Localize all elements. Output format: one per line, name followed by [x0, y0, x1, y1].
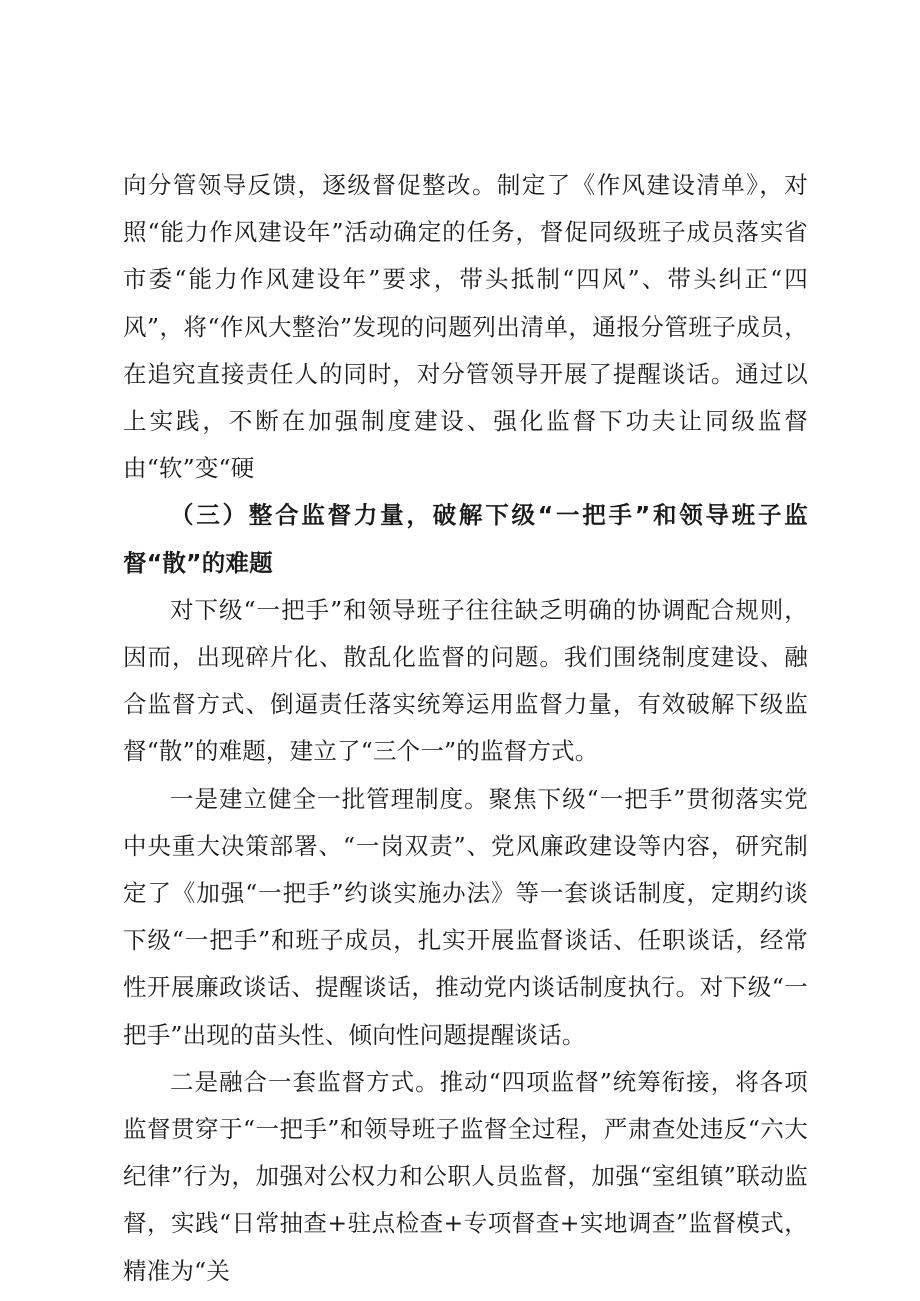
document-body: [123, 162, 808, 1295]
paragraph-point-1: 一是建立健全一批管理制度。聚焦下级“一把手”贯彻落实党中央重大决策部署、“一岗双责”、党风廉政建设等内容，研究制定了《加强“一把手”约谈实施办法》等一套谈话制度，定期约谈下级“一把手”和班子成员，扎实开展监督谈话、任职谈话，经常性开展廉政谈话、提醒谈话，推动党内谈话制度执行。对下级“一把手”出现的苗头性、倾向性问题提醒谈话。: [123, 784, 808, 1049]
paragraph-intro: 对下级“一把手”和领导班子往往缺乏明确的协调配合规则，因而，出现碎片化、散乱化监督的问题。我们围绕制度建设、融合监督方式、倒逼责任落实统筹运用监督力量，有效破解下级监督“散”的难题，建立了“三个一”的监督方式。: [123, 595, 808, 766]
section-heading-3: （三）整合监督力量，破解下级“一把手”和领导班子监督“散”的难题: [123, 501, 808, 577]
paragraph-point-2: 二是融合一套监督方式。推动“四项监督”统筹衔接，将各项监督贯穿于“一把手”和领导班子监督全过程，严肃查处违反“六大纪律”行为，加强对公权力和公职人员监督，加强“室组镇”联动监督，实践“日常抽查+驻点检查+专项督查+实地调查”监督模式，精准为“关: [123, 1067, 808, 1285]
paragraph-continuation: 向分管领导反馈，逐级督促整改。制定了《作风建设清单》，对照“能力作风建设年”活动确定的任务，督促同级班子成员落实省市委“能力作风建设年”要求，带头抵制“四风”、带头纠正“四风”，将“作风大整治”发现的问题列出清单，通报分管班子成员，在追究直接责任人的同时，对分管领导开展了提醒谈话。通过以上实践，不断在加强制度建设、强化监督下功夫让同级监督由“软”变“硬: [123, 171, 808, 483]
